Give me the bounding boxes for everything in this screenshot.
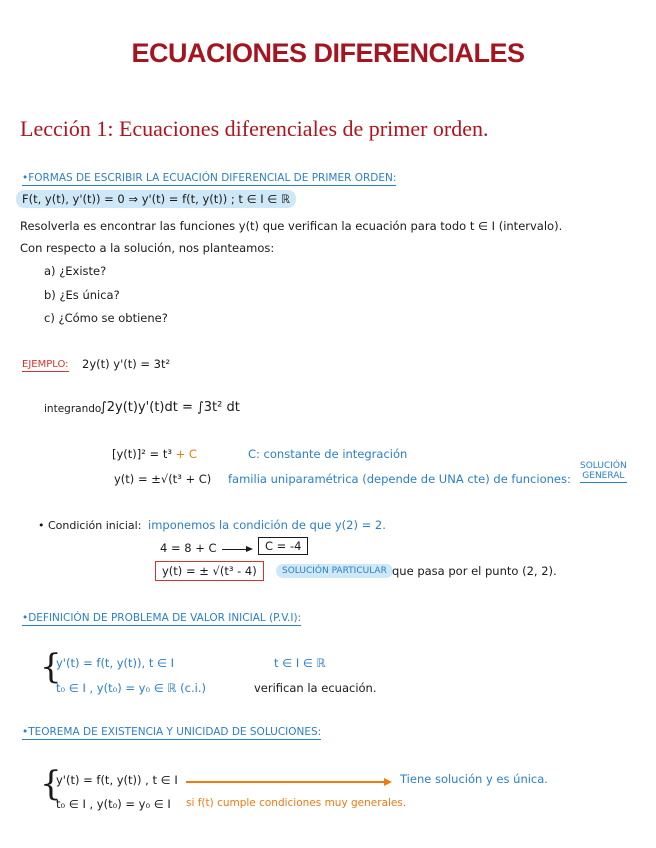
general-bottom: GENERAL [580,471,627,483]
forms-formula [16,192,296,206]
theorem-line-1: y'(t) = f(t, y(t)) , t ∈ I [56,773,178,787]
general-solution-label [580,461,627,483]
question-b: b) ¿Es única? [44,288,120,302]
forms-line-2: Con respecto a la solución, nos planteamos: [20,241,275,255]
pvi-heading-text: •DEFINICIÓN DE PROBLEMA DE VALOR INICIAL (P.V.I): [22,612,302,624]
pvi-line-1-domain: t ∈ I ∈ ℝ [274,656,326,670]
general-top: SOLUCIÓN [580,461,627,471]
step-arrow-icon [246,546,253,552]
forms-line-1: Resolverla es encontrar las funciones y(t) que verifican la ecuación para todo t ∈ I (intervalo). [20,219,563,233]
example-label [22,359,69,370]
forms-heading [22,172,396,184]
formula-domain: ; t ∈ I ∈ ℝ [230,192,291,206]
pvi-line-2: t₀ ∈ I , y(t₀) = y₀ ∈ ℝ (c.i.) [56,681,206,695]
integral-equation: ∫2y(t)y'(t)dt = ∫3t² dt [100,400,240,415]
initial-result-box: C = -4 [258,537,308,555]
step-arrow-line [222,549,248,550]
lesson-title: Lección 1: Ecuaciones diferenciales de primer orden. [20,116,489,141]
theorem-arrow-icon [384,778,392,786]
particular-text: que pasa por el punto (2, 2). [392,564,557,578]
theorem-line-2: t₀ ∈ I , y(t₀) = y₀ ∈ I [56,797,171,811]
question-c: c) ¿Cómo se obtiene? [44,311,168,325]
pvi-line-1: y'(t) = f(t, y(t)), t ∈ I [56,656,175,670]
question-a: a) ¿Existe? [44,264,107,278]
theorem-arrow-line [186,781,386,783]
step-1-left: [y(t)]² = t³ [112,447,172,461]
document-title: ECUACIONES DIFERENCIALES [131,38,525,68]
theorem-heading-text: •TEOREMA DE EXISTENCIA Y UNICIDAD DE SOLUCIONES: [22,726,322,738]
integrating-label: integrando [44,403,102,415]
formula-arrow: ⇒ [128,192,139,206]
step-1 [112,447,197,461]
particular-label [276,566,393,576]
example-label-text: EJEMPLO: [22,359,69,370]
step-2: y(t) = ±√(t³ + C) [114,472,212,486]
initial-result [258,539,308,553]
particular-formula-box: y(t) = ± √(t³ - 4) [155,561,264,581]
theorem-line-2-note: si f(t) cumple condiciones muy generales. [186,797,407,809]
formula-implicit: F(t, y(t), y'(t)) = 0 [22,192,125,206]
step-1-constant: + C [175,447,197,461]
step-1-note: C: constante de integración [248,447,408,461]
example-equation: 2y(t) y'(t) = 3t² [82,357,171,371]
forms-heading-text: •FORMAS DE ESCRIBIR LA ECUACIÓN DIFERENCIAL DE PRIMER ORDEN: [22,172,397,184]
formula-explicit: y'(t) = f(t, y(t)) [141,192,228,206]
initial-step: 4 = 8 + C [160,541,217,555]
initial-label: • Condición inicial: [38,519,142,532]
theorem-heading [22,726,321,738]
theorem-brace: { [40,764,62,804]
pvi-line-2-note: verifican la ecuación. [254,681,377,695]
pvi-brace: { [40,647,62,687]
particular-formula [155,564,264,578]
particular-label-highlight: SOLUCIÓN PARTICULAR [276,564,393,578]
initial-text: imponemos la condición de que y(2) = 2. [148,518,386,532]
step-2-note: familia uniparamétrica (depende de UNA cte) de funciones: [228,472,571,486]
theorem-result: Tiene solución y es única. [400,772,548,786]
forms-formula-highlight [16,190,296,208]
pvi-heading [22,612,301,624]
